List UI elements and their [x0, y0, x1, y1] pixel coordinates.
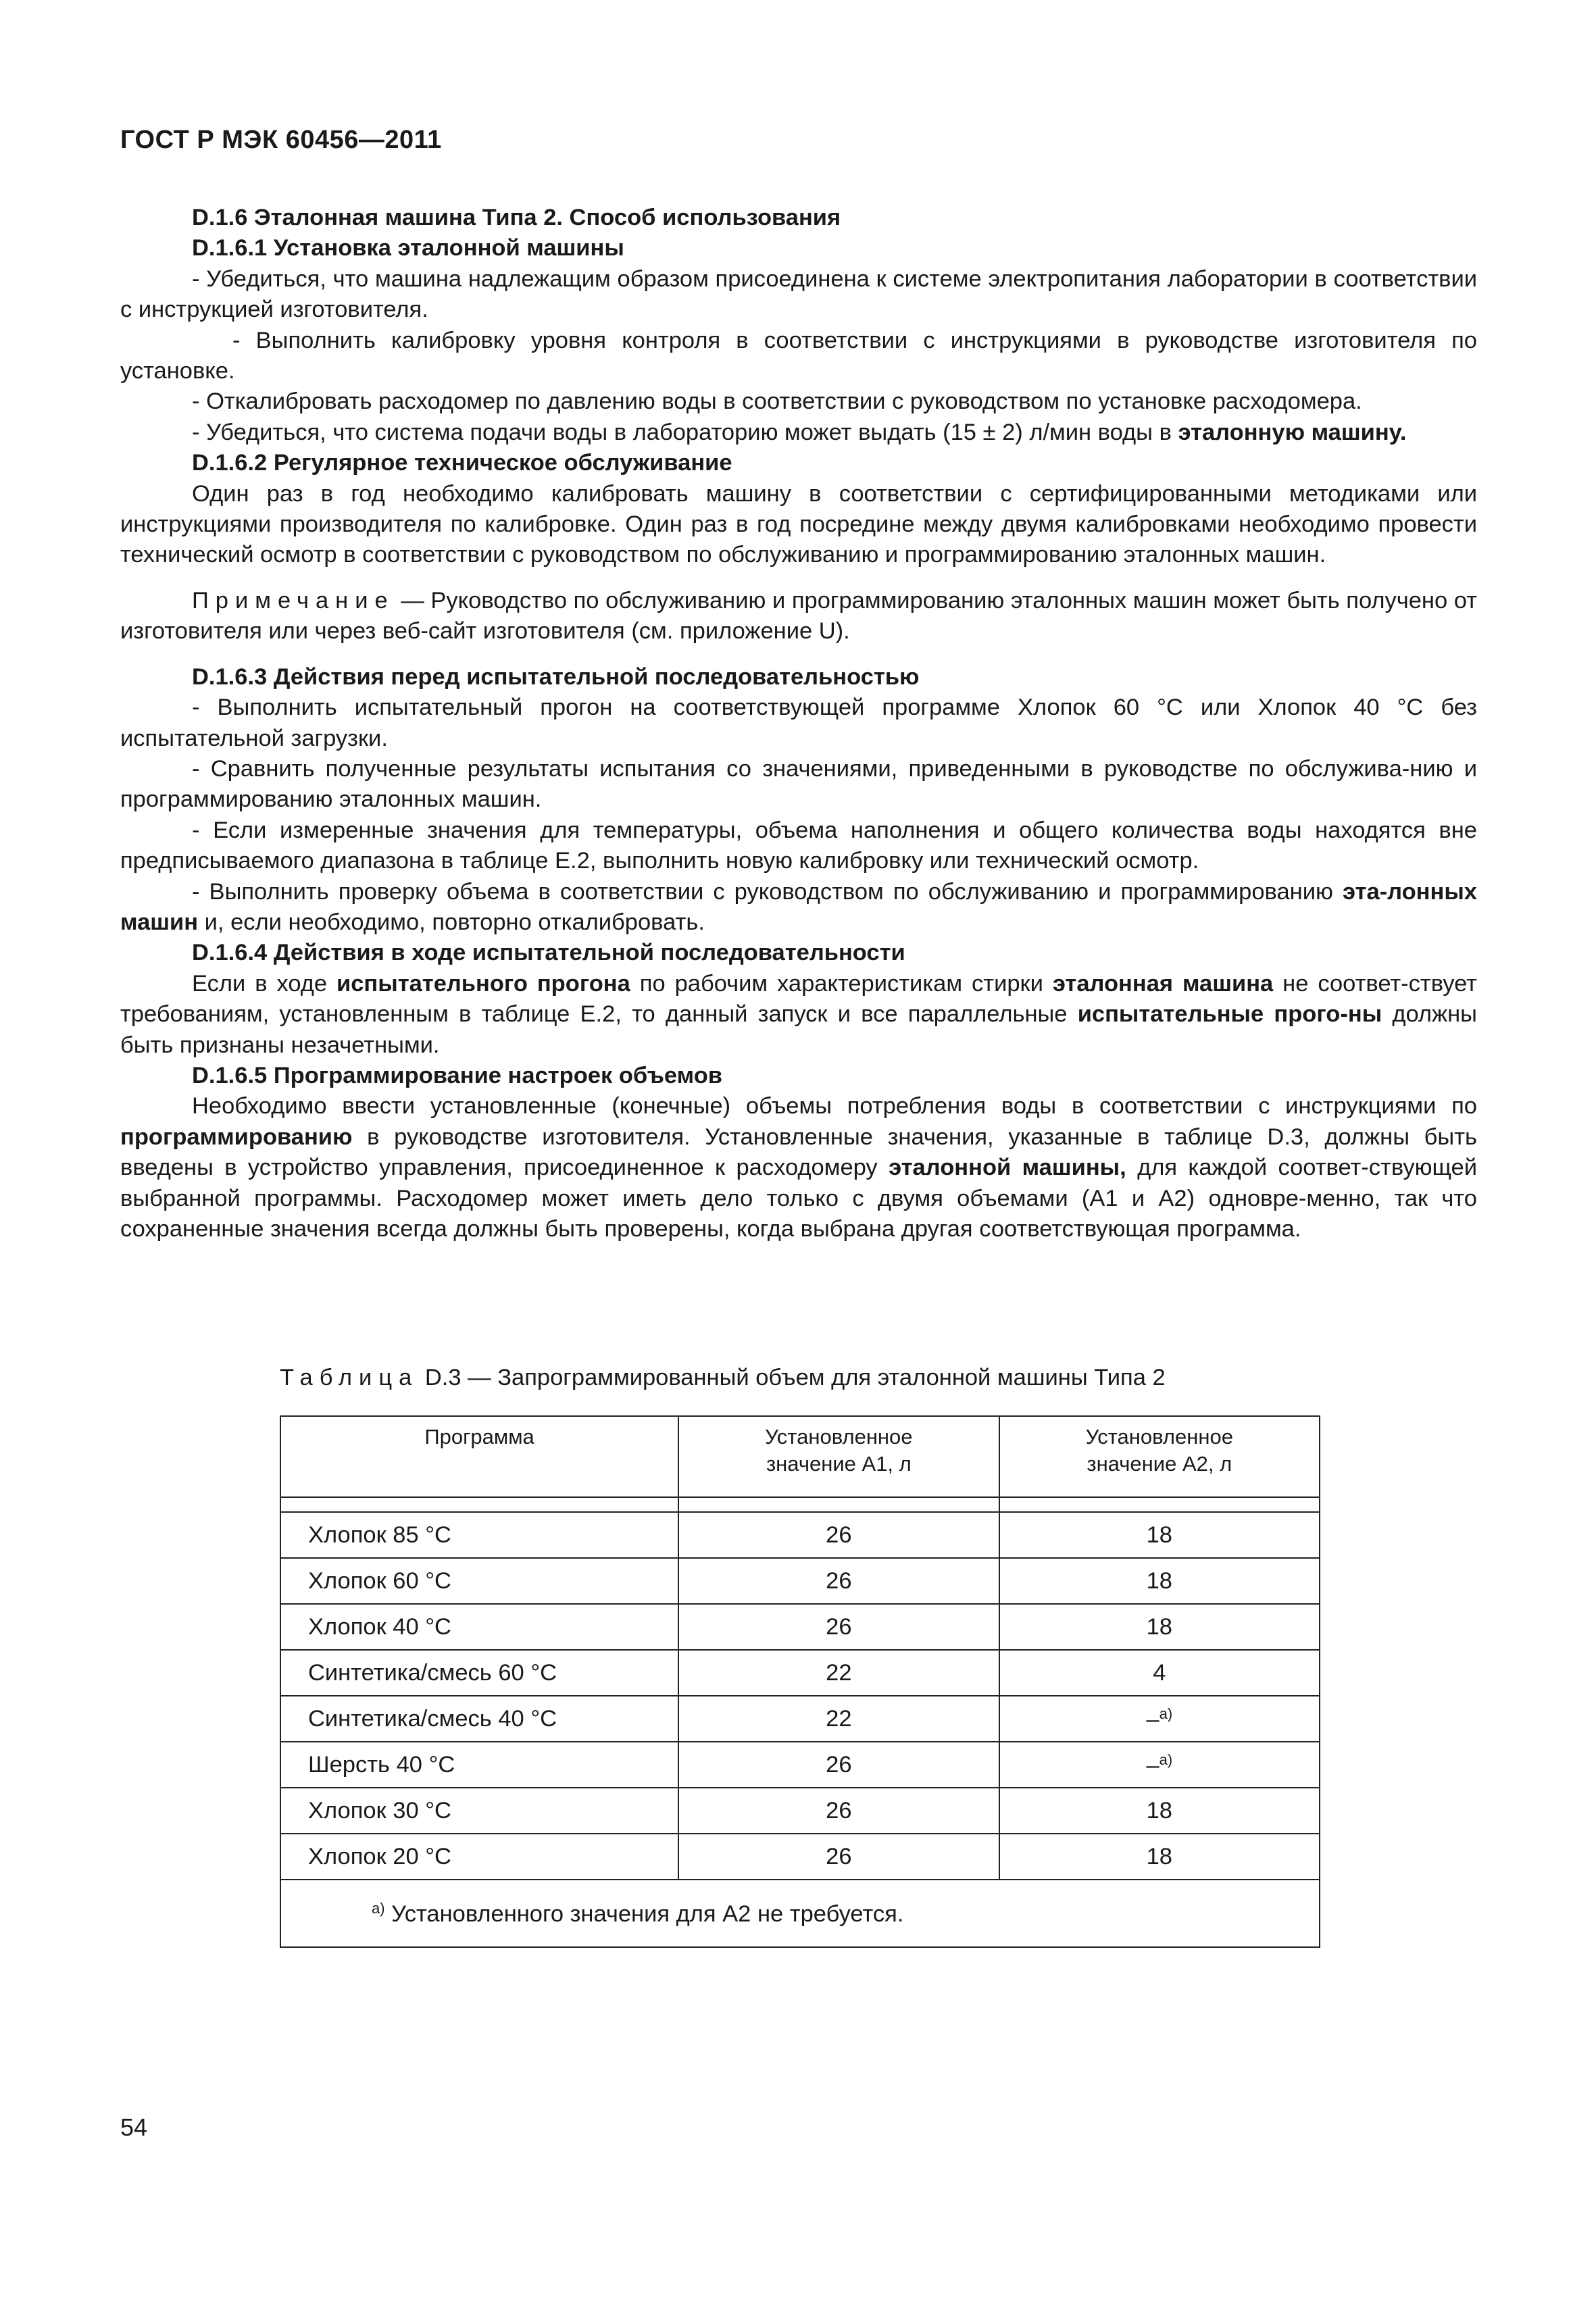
cell-a2-value: 18 — [1146, 1521, 1172, 1548]
cell-program: Хлопок 30 °С — [280, 1788, 678, 1834]
header-label: значение А1, л — [766, 1452, 912, 1476]
table-caption — [280, 1365, 1166, 1391]
cell-a1: 22 — [678, 1696, 999, 1742]
cell-a1: 26 — [678, 1834, 999, 1880]
table-row — [280, 1650, 1320, 1696]
paragraph — [120, 969, 1477, 1061]
heading-d-1-6-4: D.1.6.4 Действия в ходе испытательной последовательности — [192, 940, 905, 966]
cell-a1: 26 — [678, 1788, 999, 1834]
cell-a2 — [999, 1696, 1320, 1742]
cell-a2-value: – — [1146, 1752, 1159, 1778]
text-run: и, если необходимо, повторно откалибровать. — [198, 909, 705, 935]
table-footnote — [280, 1880, 1320, 1947]
text-run: в руководстве изготовителя. Установленные значения, указанные в таблице D.3, должны быть введены в устройство управления, присоединенное к расходомеру — [120, 1124, 1477, 1181]
cell-a2 — [999, 1650, 1320, 1696]
cell-program: Хлопок 60 °С — [280, 1558, 678, 1604]
header-label: Программа — [424, 1425, 534, 1449]
column-header-program — [280, 1416, 678, 1497]
table-row — [280, 1604, 1320, 1650]
paragraph — [120, 418, 1477, 448]
table-row — [280, 1512, 1320, 1558]
footnote-mark: а) — [372, 1899, 385, 1917]
heading-d-1-6-5: D.1.6.5 Программирование настроек объемов — [192, 1062, 723, 1088]
cell-program: Хлопок 40 °С — [280, 1604, 678, 1650]
table-caption-text: D.3 — Запрограммированный объем для эталонной машины Типа 2 — [418, 1365, 1166, 1390]
heading-d-1-6-1: D.1.6.1 Установка эталонной машины — [192, 235, 624, 261]
cell-a1: 26 — [678, 1742, 999, 1788]
bold-term: эталонной машины, — [889, 1155, 1126, 1181]
heading-d-1-6-2: D.1.6.2 Регулярное техническое обслуживание — [192, 450, 732, 476]
programmed-volume-table — [280, 1415, 1320, 1948]
bold-term: испытательные прого-ны — [1077, 1001, 1382, 1028]
cell-a2-value: – — [1146, 1706, 1159, 1732]
cell-a2 — [999, 1604, 1320, 1650]
note-paragraph — [120, 586, 1477, 647]
text-run: - Выполнить проверку объема в соответствии с руководством по обслуживанию и программированию — [192, 878, 1343, 905]
bold-term: эталонная машина — [1052, 970, 1274, 997]
bold-term: программированию — [120, 1124, 353, 1150]
header-label: Установленное — [765, 1425, 913, 1449]
cell-a1: 26 — [678, 1604, 999, 1650]
table-row — [280, 1788, 1320, 1834]
footnote-reference: а) — [1159, 1705, 1173, 1722]
table-row — [280, 1558, 1320, 1604]
cell-program: Хлопок 85 °С — [280, 1512, 678, 1558]
table-spacer-row — [280, 1497, 1320, 1512]
column-header-a1 — [678, 1416, 999, 1497]
paragraph — [120, 877, 1477, 938]
paragraph: - Если измеренные значения для температуры, объема наполнения и общего количества воды находятся вне предписываемого диапазона в таблице Е.2, выполнить новую калибровку или технический осмотр. — [120, 817, 1477, 874]
footnote-text: Установленного значения для А2 не требуется. — [384, 1901, 904, 1927]
text-run: должны быть признаны незачетными. — [120, 1001, 1477, 1058]
cell-a2-value: 18 — [1146, 1797, 1172, 1823]
paragraph: - Сравнить полученные результаты испытания со значениями, приведенными в руководстве по обслужива-нию и программированию эталонных машин. — [120, 755, 1477, 813]
note-label: Примечание — [192, 587, 395, 613]
cell-program: Синтетика/смесь 60 °С — [280, 1650, 678, 1696]
document-body — [120, 203, 1477, 1244]
text-run: - Убедиться, что система подачи воды в лабораторию может выдать (15 ± 2) л/мин воды в — [192, 419, 1178, 445]
header-label: значение А2, л — [1087, 1452, 1232, 1476]
cell-a2 — [999, 1834, 1320, 1880]
heading-d-1-6-3: D.1.6.3 Действия перед испытательной последовательностью — [192, 663, 920, 690]
cell-a2-value: 18 — [1146, 1567, 1172, 1594]
cell-a2 — [999, 1512, 1320, 1558]
column-header-a2 — [999, 1416, 1320, 1497]
header-label: Установленное — [1085, 1425, 1233, 1449]
page-number: 54 — [120, 2113, 148, 2141]
bold-term: испытательного прогона — [336, 970, 630, 997]
table-caption-label: Таблица — [280, 1365, 419, 1390]
cell-a1: 22 — [678, 1650, 999, 1696]
cell-a1: 26 — [678, 1558, 999, 1604]
cell-a2 — [999, 1742, 1320, 1788]
paragraph: - Убедиться, что машина надлежащим образом присоединена к системе электропитания лаборатории в соответствии с инструкцией изготовителя. — [120, 266, 1477, 323]
paragraph — [120, 1091, 1477, 1244]
cell-program: Синтетика/смесь 40 °С — [280, 1696, 678, 1742]
text-run: не соответ-ствует требованиям, установленным в таблице Е.2, то данный запуск и все параллельные — [120, 970, 1477, 1028]
cell-program: Хлопок 20 °С — [280, 1834, 678, 1880]
cell-a2 — [999, 1788, 1320, 1834]
text-run: Необходимо ввести установленные (конечные) объемы потребления воды в соответствии с инструкциями по — [192, 1093, 1477, 1120]
note-text: — Руководство по обслуживанию и программированию эталонных машин может быть получено от изготовителя или через веб-сайт изготовителя (см. приложение U). — [120, 587, 1477, 645]
bold-term: эта-лонных машин — [120, 878, 1477, 935]
paragraph: - Выполнить испытательный прогон на соответствующей программе Хлопок 60 °С или Хлопок 40 °С без испытательной загрузки. — [120, 695, 1477, 751]
paragraph: - Выполнить калибровку уровня контроля в соответствии с инструкциями в руководстве изготовителя по установке. — [120, 327, 1477, 384]
paragraph: - Откалибровать расходомер по давлению воды в соответствии с руководством по установке расходомера. — [192, 388, 1362, 415]
cell-a2-value: 18 — [1146, 1613, 1172, 1640]
page-header-title: ГОСТ Р МЭК 60456—2011 — [120, 126, 442, 154]
footnote-reference: а) — [1159, 1751, 1173, 1768]
cell-program: Шерсть 40 °С — [280, 1742, 678, 1788]
table-row — [280, 1696, 1320, 1742]
cell-a2-value: 18 — [1146, 1843, 1172, 1869]
text-run: по рабочим характеристикам стирки — [630, 970, 1053, 997]
cell-a1: 26 — [678, 1512, 999, 1558]
cell-a2 — [999, 1558, 1320, 1604]
text-run: Если в ходе — [192, 970, 337, 997]
cell-a2-value: 4 — [1153, 1659, 1166, 1686]
table-footnote-row — [280, 1880, 1320, 1947]
bold-term: эталонную машину. — [1178, 419, 1407, 445]
paragraph: Один раз в год необходимо калибровать машину в соответствии с сертифицированными методиками или инструкциями производителя по калибровке. Один раз в год посредине между двумя калибровками необходимо провести технический осмотр в соответствии с руководством по обслуживанию и программированию эталонных машин. — [120, 480, 1477, 568]
heading-d-1-6: D.1.6 Эталонная машина Типа 2. Способ использования — [192, 205, 841, 230]
table-header-row — [280, 1416, 1320, 1497]
table-row — [280, 1834, 1320, 1880]
table-row — [280, 1742, 1320, 1788]
text-run: для каждой соответ-ствующей выбранной программы. Расходомер может иметь дело только с двумя объемами (А1 и А2) одновре-менно, так что сохраненные значения всегда должны быть проверены, когда выбрана другая соответствующая программа. — [120, 1155, 1477, 1242]
